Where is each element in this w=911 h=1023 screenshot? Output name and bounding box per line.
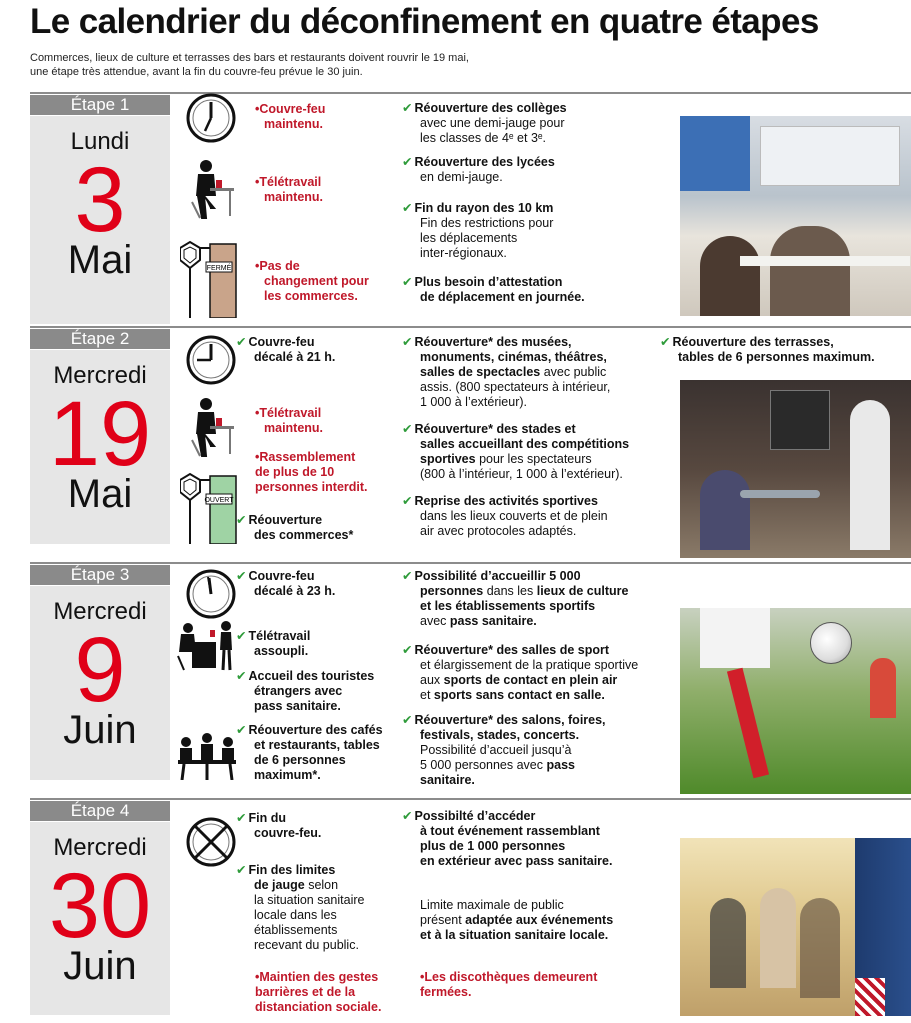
- date-box: [30, 822, 170, 1015]
- intro-text: Commerces, lieux de culture et terrasses des bars et restaurants doivent rouvrir le 19 mai, une étape très attendue, avant la fin du couvre-feu prévue le 30 juin.: [30, 52, 469, 78]
- classroom-photo: [680, 116, 911, 316]
- stage1-telework: •Télétravail maintenu.: [255, 175, 324, 204]
- stage2-terraces: ✔ Réouverture des terrasses, tables de 6 personnes maximum.: [660, 334, 875, 364]
- stage1-radius: ✔ Fin du rayon des 10 km Fin des restrictions pour les déplacements inter-régionaux.: [402, 200, 554, 260]
- stage2-gatherings: •Rassemblement de plus de 10 personnes interdit.: [255, 450, 368, 494]
- page-title: Le calendrier du déconfinement en quatre étapes: [30, 2, 819, 41]
- clock-icon: [185, 92, 237, 144]
- stage4-barrier-gestures: •Maintien des gestes barrières et de la distanciation sociale.: [255, 970, 382, 1014]
- restaurant-icon: [174, 732, 240, 780]
- date-month: Juin: [63, 708, 137, 752]
- date-number: 30: [48, 855, 152, 957]
- date-box: [30, 586, 170, 780]
- stage2-curfew: ✔ Couvre-feu décalé à 21 h.: [236, 334, 336, 364]
- clock-icon: [185, 334, 237, 386]
- date-box: [30, 116, 170, 324]
- date-month: Mai: [67, 472, 133, 516]
- date-day: Lundi: [70, 128, 130, 155]
- stage-divider: [30, 92, 911, 94]
- stage-divider: [30, 326, 911, 328]
- stage-divider: [30, 798, 911, 800]
- stage3-curfew: ✔ Couvre-feu décalé à 23 h.: [236, 568, 336, 598]
- date-number: 3: [74, 149, 126, 251]
- date-number: 19: [48, 383, 152, 485]
- stage2-sports: ✔ Reprise des activités sportives dans les lieux couverts et de plein air avec protocoles adaptés.: [402, 493, 608, 538]
- stage-tab: Étape 4: [30, 801, 170, 821]
- stage1-lycees: ✔ Réouverture des lycées en demi-jauge.: [402, 154, 555, 184]
- stage1-curfew: •Couvre-feu maintenu.: [255, 102, 326, 131]
- stage4-public-limit: Limite maximale de public présent adaptée aux événements et à la situation sanitaire locale.: [420, 898, 614, 942]
- stage1-attestation: ✔ Plus besoin d’attestation de déplacement en journée.: [402, 274, 585, 304]
- date-number: 9: [74, 619, 126, 721]
- crossed-clock-icon: [185, 816, 237, 868]
- office-icon: [176, 620, 238, 672]
- football-photo: [680, 608, 911, 794]
- stage3-restaurants: ✔ Réouverture des cafés et restaurants, tables de 6 personnes maximum*.: [236, 722, 383, 782]
- shop-sign-icon: [180, 240, 265, 318]
- stage1-colleges: ✔ Réouverture des collèges avec une demi-jauge pour les classes de 4ᵉ et 3ᵉ.: [402, 100, 567, 145]
- stage3-telework: ✔ Télétravail assoupli.: [236, 628, 311, 658]
- stage4-nightclubs: •Les discothèques demeurent fermées.: [420, 970, 598, 999]
- stage3-tourists: ✔ Accueil des touristes étrangers avec pass sanitaire.: [236, 668, 375, 713]
- stage-1: [30, 92, 911, 324]
- stage3-festivals: ✔ Réouverture* des salons, foires, festivals, stades, concerts. Possibilité d’accueil jusqu’à 5 000 personnes avec pass sanitaire.: [402, 712, 606, 787]
- date-month: Juin: [63, 944, 137, 988]
- stage2-shops: ✔ Réouverture des commerces*: [236, 512, 354, 542]
- stage-2: [30, 326, 911, 560]
- shop-sign-label: FERMÉ: [206, 265, 232, 272]
- worker-icon: [190, 396, 238, 460]
- stage1-shops: •Pas de changement pour les commerces.: [255, 259, 369, 303]
- stage2-museums: ✔ Réouverture* des musées, monuments, cinémas, théâtres, salles de spectacles avec public assis. (800 spectateurs à intérieur, 1 000 à l’extérieur).: [402, 334, 611, 409]
- date-day: Mercredi: [53, 362, 147, 389]
- clock-icon: [185, 568, 237, 620]
- stage3-capacity: ✔ Possibilité d’accueillir 5 000 personnes dans les lieux de culture et les établissements sportifs avec pass sanitaire.: [402, 568, 629, 628]
- stage-tab: Étape 2: [30, 329, 170, 349]
- stage2-stadiums: ✔ Réouverture* des stades et salles accueillant des compétitions sportives pour les spectateurs (800 à l’intérieur, 1 000 à l’extérieur).: [402, 421, 630, 481]
- stage4-events: ✔ Possibilté d’accéder à tout événement rassemblant plus de 1 000 personnes en extérieur avec pass sanitaire.: [402, 808, 613, 868]
- shop-sign-label: OUVERT: [204, 497, 234, 504]
- stage-divider: [30, 562, 911, 564]
- stage3-gyms: ✔ Réouverture* des salles de sport et élargissement de la pratique sportive aux sports de contact en plein air et sports sans contact en salle.: [402, 642, 639, 702]
- worker-icon: [190, 158, 238, 222]
- date-day: Mercredi: [53, 598, 147, 625]
- date-day: Mercredi: [53, 834, 147, 861]
- stage2-telework: •Télétravail maintenu.: [255, 406, 324, 435]
- date-month: Mai: [67, 238, 133, 282]
- stage-tab: Étape 1: [30, 95, 170, 115]
- date-box: [30, 350, 170, 544]
- stage4-curfew-end: ✔ Fin du couvre-feu.: [236, 810, 322, 840]
- stage-4: [30, 798, 911, 1023]
- stage-3: [30, 562, 911, 796]
- event-photo: [680, 838, 911, 1016]
- stage4-gauge-end: ✔ Fin des limites de jauge selon la situation sanitaire locale dans les établissements recevant du public.: [236, 862, 365, 952]
- terrace-photo: [680, 380, 911, 558]
- stage-tab: Étape 3: [30, 565, 170, 585]
